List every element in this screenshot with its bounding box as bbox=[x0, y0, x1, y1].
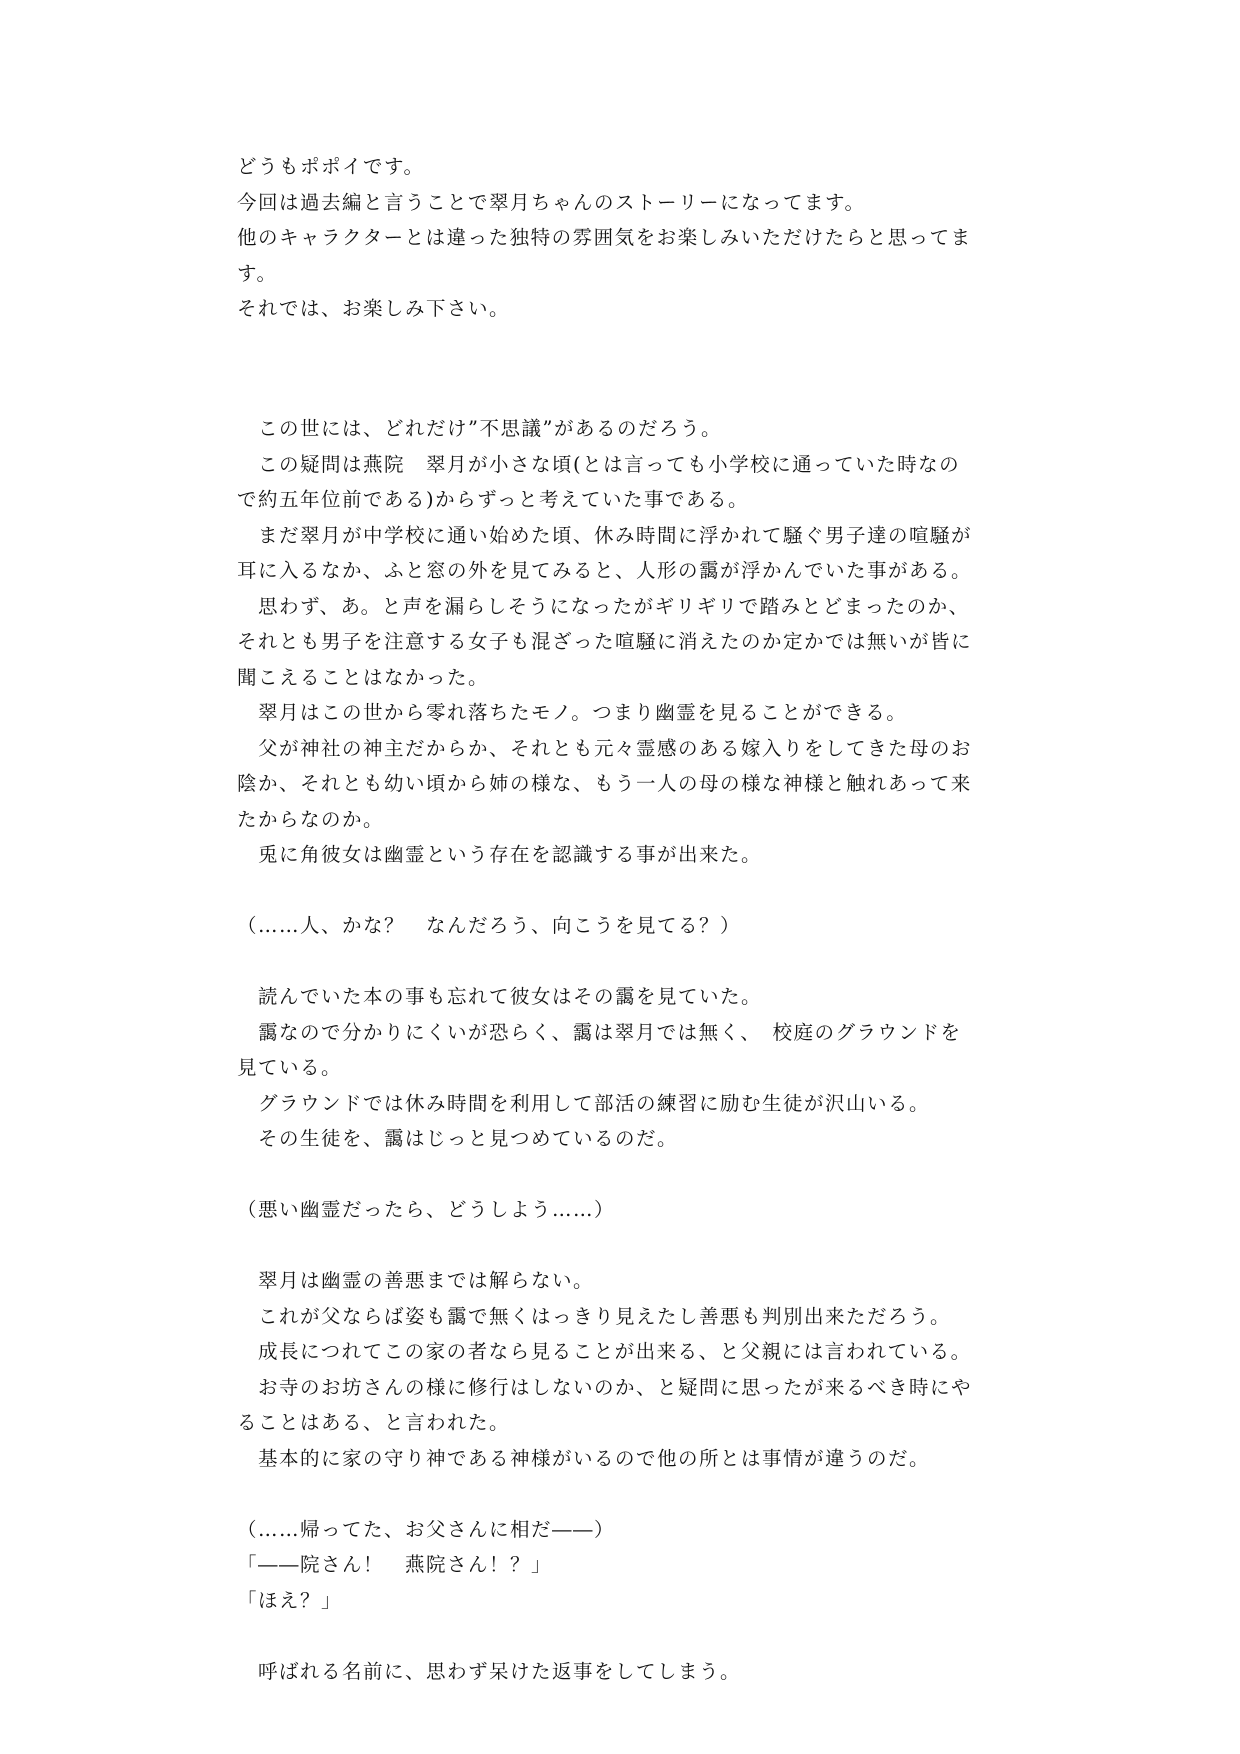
story-line: それとも男子を注意する女子も混ざった喧騒に消えたのか定かでは無いが皆に bbox=[237, 630, 973, 653]
story-line: 兎に角彼女は幽霊という存在を認識する事が出来た。 bbox=[237, 843, 763, 866]
story-line: 思わず、あ。と声を漏らしそうになったがギリギリで踏みとどまったのか、 bbox=[237, 594, 970, 618]
story-thought: （……帰ってた、お父さんに相だ――） bbox=[237, 1517, 616, 1541]
story-dialogue: 「ほえ？」 bbox=[237, 1588, 343, 1612]
story-line: まだ翠月が中学校に通い始めた頃、休み時間に浮かれて騒ぐ男子達の喧騒が bbox=[237, 523, 973, 547]
story-line: お寺のお坊さんの様に修行はしないのか、と疑問に思ったが来るべき時にや bbox=[237, 1375, 973, 1399]
story-body bbox=[237, 411, 1027, 1689]
story-line: たからなのか。 bbox=[237, 807, 385, 831]
story-line: 陰か、それとも幼い頃から姉の様な、もう一人の母の様な神様と触れあって来 bbox=[237, 772, 972, 795]
blank-line bbox=[237, 1476, 1027, 1512]
blank-line bbox=[237, 944, 1027, 980]
blank-line bbox=[237, 1618, 1027, 1654]
story-dialogue: 「――院さん！ 燕院さん！？」 bbox=[237, 1553, 553, 1576]
story-line: その生徒を、靄はじっと見つめているのだ。 bbox=[237, 1127, 679, 1150]
intro-line: す。 bbox=[237, 261, 278, 285]
story-line: この世には、どれだけ”不思議”があるのだろう。 bbox=[237, 417, 722, 440]
blank-line bbox=[237, 873, 1027, 909]
story-line: 見ている。 bbox=[237, 1056, 343, 1079]
story-line: 聞こえることはなかった。 bbox=[237, 665, 490, 689]
blank-line bbox=[237, 1228, 1027, 1264]
story-line: これが父ならば姿も靄で無くはっきり見えたし善悪も判別出来ただろう。 bbox=[237, 1304, 952, 1328]
blank-line bbox=[237, 1157, 1027, 1193]
story-thought: （……人、かな？ なんだろう、向こうを見てる？） bbox=[237, 914, 742, 937]
story-line: で約五年位前である)からずっと考えていた事である。 bbox=[237, 488, 749, 511]
story-line: 基本的に家の守り神である神様がいるので他の所とは事情が違うのだ。 bbox=[237, 1446, 931, 1470]
story-line: 父が神社の神主だからか、それとも元々霊感のある嫁入りをしてきた母のお bbox=[237, 736, 973, 760]
intro-line: 今回は過去編と言うことで翠月ちゃんのストーリーになってます。 bbox=[237, 190, 866, 214]
story-line: 耳に入るなか、ふと窓の外を見てみると、人形の靄が浮かんでいた事がある。 bbox=[237, 559, 973, 582]
story-line: 翠月はこの世から零れ落ちたモノ。つまり幽霊を見ることができる。 bbox=[237, 701, 908, 724]
story-line: 読んでいた本の事も忘れて彼女はその靄を見ていた。 bbox=[237, 985, 763, 1008]
story-line: 成長につれてこの家の者なら見ることが出来る、と父親には言われている。 bbox=[237, 1340, 972, 1363]
story-thought: （悪い幽霊だったら、どうしよう……） bbox=[237, 1198, 616, 1221]
author-intro bbox=[237, 149, 1027, 327]
story-line: 靄なので分かりにくいが恐らく、靄は翠月では無く、 校庭のグラウンドを bbox=[237, 1020, 962, 1044]
story-line: この疑問は燕院 翠月が小さな頃(とは言っても小学校に通っていた時なの bbox=[237, 452, 961, 476]
story-line: 翠月は幽霊の善悪までは解らない。 bbox=[237, 1269, 595, 1292]
intro-line: それでは、お楽しみ下さい。 bbox=[237, 297, 511, 320]
story-line: グラウンドでは休み時間を利用して部活の練習に励む生徒が沢山いる。 bbox=[237, 1091, 931, 1115]
story-line: ることはある、と言われた。 bbox=[237, 1411, 511, 1434]
story-line: 呼ばれる名前に、思わず呆けた返事をしてしまう。 bbox=[237, 1659, 742, 1683]
intro-line: 他のキャラクターとは違った独特の雰囲気をお楽しみいただけたらと思ってま bbox=[237, 226, 972, 249]
intro-line: どうもポポイです。 bbox=[237, 155, 425, 178]
